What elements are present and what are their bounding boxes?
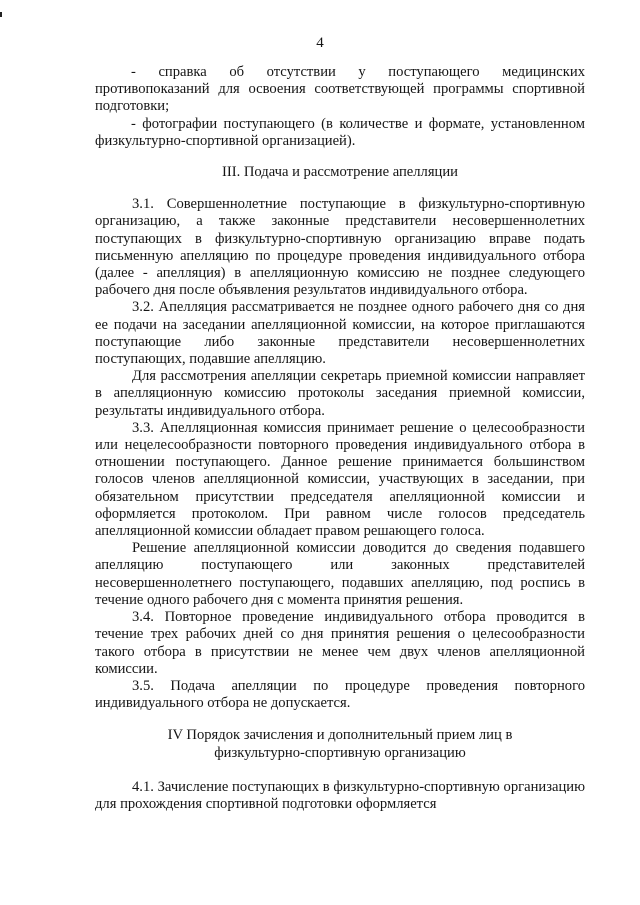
paragraph-3-3: 3.3. Апелляционная комиссия принимает решение о целесообразности или нецелесообразности повторного проведения индивидуального отбора в отношении поступающего. Данное решение принимается большинством голосов членов апелляционной комиссии, участвующих в заседании, при обязательном присутствии председателя апелляционной комиссии и оформляется протоколом. При равном числе голосов председатель апелляционной комиссии обладает правом решающего голоса. — [95, 419, 585, 540]
paragraph-3-2: 3.2. Апелляция рассматривается не позднее одного рабочего дня со дня ее подачи на заседании апелляционной комиссии, на которое приглашаются поступающие либо законные представители несовершеннолетних поступающих, подавшие апелляцию. — [95, 299, 585, 368]
paragraph-3-3-decision-notice: Решение апелляционной комиссии доводится до сведения подавшего апелляцию поступающего или законных представителей несовершеннолетнего поступающего, подавших апелляцию, под роспись в течение одного рабочего дня с момента принятия решения. — [95, 540, 585, 608]
paragraph-3-4: 3.4. Повторное проведение индивидуального отбора проводится в течение трех рабочих дней со дня принятия решения о целесообразности такого отбора в присутствии не менее чем двух членов апелляционной комиссии. — [95, 609, 585, 677]
section-4-heading-line1: IV Порядок зачисления и дополнительный прием лиц в — [167, 727, 513, 744]
document-body — [95, 64, 585, 813]
section-4-heading — [95, 727, 585, 761]
paragraph-3-1: 3.1. Совершеннолетние поступающие в физкультурно-спортивную организацию, а также законные представители несовершеннолетних поступающих в физкультурно-спортивную организацию вправе подать письменную апелляцию по процедуре проведения индивидуального отбора (далее - апелляция) в апелляционную комиссию не позднее следующего рабочего дня после объявления результатов индивидуального отбора. — [95, 196, 585, 299]
paragraph-4-1: 4.1. Зачисление поступающих в физкультурно-спортивную организацию для прохождения спортивной подготовки оформляется — [95, 778, 585, 812]
paragraph-3-2-secretary: Для рассмотрения апелляции секретарь приемной комиссии направляет в апелляционную комиссию протоколы заседания приемной комиссии, результаты индивидуального отбора. — [95, 368, 585, 419]
paragraph-3-5: 3.5. Подача апелляции по процедуре проведения повторного индивидуального отбора не допускается. — [95, 677, 585, 712]
bullet-medical-certificate: - справка об отсутствии у поступающего медицинских противопоказаний для освоения соответствующей программы спортивной подготовки; — [95, 64, 585, 115]
page-number: 4 — [316, 35, 324, 51]
section-3-heading: III. Подача и рассмотрение апелляции — [222, 164, 458, 181]
section-4-heading-line2: физкультурно-спортивную организацию — [214, 744, 466, 761]
scan-edge-mark — [0, 12, 2, 17]
bullet-photographs: - фотографии поступающего (в количестве и формате, установленном физкультурно-спортивной организацией). — [95, 115, 585, 149]
